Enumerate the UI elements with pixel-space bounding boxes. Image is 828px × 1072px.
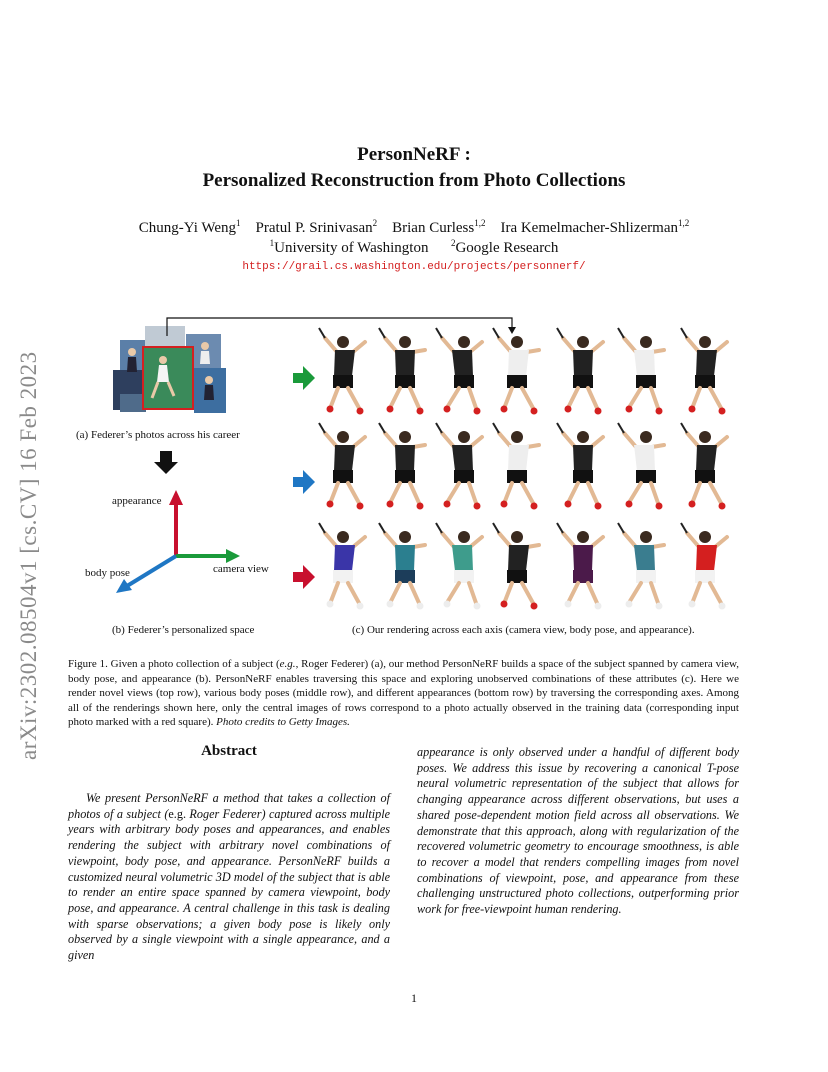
rendered-player bbox=[319, 328, 365, 415]
label-a: (a) Federer’s photos across his career bbox=[76, 429, 240, 441]
rendered-player bbox=[618, 328, 664, 415]
rendered-player bbox=[618, 423, 664, 510]
rendered-player bbox=[557, 523, 603, 610]
camera-view-row-arrow-icon bbox=[293, 366, 315, 390]
arxiv-identifier: arXiv:2302.08504v1 [cs.CV] 16 Feb 2023 bbox=[16, 351, 41, 760]
figure-caption: Figure 1. Given a photo collection of a subject (e.g., Roger Federer) (a), our method PersonNeRF builds a space of the subject spanned by camera view, body pose, and appearance (b). PersonNeRF enables traversing this space and exploring unobserved combinations of these attributes (c). Here we render novel views (top row), various body poses (middle row), and different appearances (bottom row) by traversing the corresponding axes. Among all of the renderings shown here, only the central images of rows correspond to a photo actually observed in the training data (corresponding input photo marked with a red square). Photo credits to Getty Images. bbox=[68, 658, 740, 728]
author-list bbox=[0, 218, 828, 237]
rendered-player bbox=[493, 423, 539, 510]
teaser-figure bbox=[0, 300, 828, 645]
abstract-left-column: We present PersonNeRF a method that takes a collection of photos of a subject (e.g. Roger Federer) captured across multiple years with arbitrary body poses and appearances, and enables rendering the subject with arbitrary novel combinations of viewpoint, body pose, and appearance. PersonNeRF builds a customized neural volumetric 3D model of the subject that is able to render an entire space spanned by camera viewpoint, body pose, and appearance. A central challenge in this task is dealing with sparse observations; a given body pose is likely only observed by a single viewpoint with a single appearance, and a given bbox=[68, 791, 390, 963]
rendered-player bbox=[319, 523, 365, 610]
affiliation: $^1$University of Washington bbox=[269, 238, 429, 256]
abstract-heading: Abstract bbox=[201, 743, 257, 759]
rendered-player bbox=[618, 523, 664, 610]
author: Chung-Yi Weng$^1$ bbox=[138, 218, 241, 236]
rendered-player bbox=[493, 523, 539, 610]
affiliation-list bbox=[0, 238, 828, 257]
axis-label-camera-view: camera view bbox=[213, 563, 269, 575]
affiliation: $^2$Google Research bbox=[450, 238, 559, 256]
rendered-player bbox=[436, 523, 482, 610]
row-arrows bbox=[293, 366, 315, 589]
body-pose-row-arrow-icon bbox=[293, 470, 315, 494]
photo-collage bbox=[113, 326, 226, 413]
rendered-player bbox=[436, 328, 482, 415]
rendered-player bbox=[557, 328, 603, 415]
down-arrow-icon bbox=[154, 451, 178, 474]
rendered-player bbox=[379, 523, 425, 610]
axis-label-body-pose: body pose bbox=[85, 567, 130, 579]
title-line-2: Personalized Reconstruction from Photo Collections bbox=[202, 170, 626, 191]
rendered-player bbox=[681, 523, 727, 610]
author: Pratul P. Srinivasan$^2$ bbox=[255, 218, 378, 236]
rendered-player bbox=[493, 328, 539, 415]
rendered-player bbox=[379, 423, 425, 510]
label-c: (c) Our rendering across each axis (camera view, body pose, and appearance). bbox=[352, 624, 695, 636]
appearance-axis-arrow-icon bbox=[169, 490, 183, 505]
author: Brian Curless$^{1,2}$ bbox=[392, 218, 486, 236]
project-url-link[interactable]: https://grail.cs.washington.edu/projects/personnerf/ bbox=[242, 261, 586, 273]
caption-lead: Figure 1. bbox=[68, 658, 108, 670]
abstract-right-column: appearance is only observed under a handful of different body poses. We address this issue by recovering a canonical T-pose neural volumetric representation of the subject that allows for changing appearance across different observations, but uses a shared pose-dependent motion field across all observations. We demonstrate that this approach, along with regularization of the recovered volumetric geometry to encourage smoothness, is able to recover a model that renders compelling images from novel combinations of viewpoint, pose, and appearance from these challenging unstructured photo collections, outperforming prior work for free-viewpoint human rendering. bbox=[417, 745, 739, 917]
author: Ira Kemelmacher-Shlizerman$^{1,2}$ bbox=[500, 218, 690, 236]
rendered-player bbox=[379, 328, 425, 415]
rendered-player bbox=[557, 423, 603, 510]
paper-title bbox=[0, 142, 828, 194]
rendered-player bbox=[436, 423, 482, 510]
axis-label-appearance: appearance bbox=[112, 495, 162, 507]
rendered-player bbox=[319, 423, 365, 510]
rendered-player bbox=[681, 328, 727, 415]
title-line-1: PersonNeRF : bbox=[357, 144, 471, 165]
page-number: 1 bbox=[411, 991, 417, 1005]
rendering-grid bbox=[319, 328, 727, 610]
label-b: (b) Federer’s personalized space bbox=[112, 624, 255, 636]
camera-view-axis-arrow-icon bbox=[226, 549, 240, 563]
appearance-row-arrow-icon bbox=[293, 565, 315, 589]
bracket-line bbox=[167, 318, 512, 336]
rendered-player bbox=[681, 423, 727, 510]
